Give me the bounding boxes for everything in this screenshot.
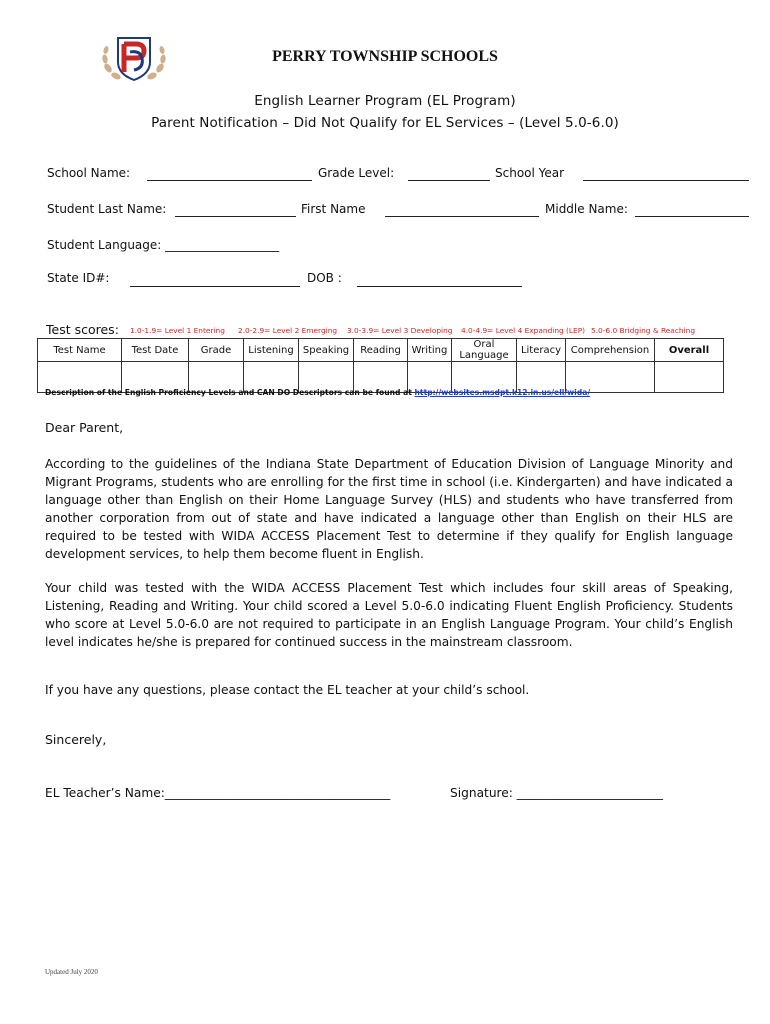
school-year-field[interactable]: [583, 180, 749, 181]
table-cell[interactable]: [655, 362, 724, 393]
description-line: [45, 388, 590, 397]
level-3-legend: 3.0-3.9= Level 3 Developing: [347, 326, 453, 335]
column-header: Grade: [189, 339, 244, 362]
grade-level-label: Grade Level:: [318, 166, 395, 180]
column-header: Test Name: [38, 339, 122, 362]
column-header: Literacy: [517, 339, 566, 362]
dob-field[interactable]: [357, 286, 522, 287]
paragraph-guidelines: According to the guidelines of the Indiana State Department of Education Division of Language Minority and Migrant Programs, students who are enrolling for the first time in school (i.e. Kindergarten) and have indicated a language other than English on their Home Language Survey (HLS) and students who have transferred from another corporation from out of state and have indicated a language other than English on their HLS are required to be tested with WIDA ACCESS Placement Test to determine if they qualify for English language development services, to help them become fluent in English.: [45, 457, 733, 561]
level-5-legend: 5.0-6.0 Bridging & Reaching: [591, 326, 696, 335]
state-id-field[interactable]: [130, 286, 300, 287]
description-text: Description of the English Proficiency Levels and CAN DO Descriptors can be found at: [45, 388, 412, 397]
student-language-field[interactable]: Student Language: ___________________: [47, 238, 280, 252]
school-name-label: School Name:: [47, 166, 131, 180]
school-system-title: PERRY TOWNSHIP SCHOOLS: [272, 48, 498, 65]
level-2-legend: 2.0-2.9= Level 2 Emerging: [238, 326, 338, 335]
column-header: Reading: [354, 339, 408, 362]
column-header: Speaking: [299, 339, 354, 362]
state-id-label: State ID#:: [47, 271, 110, 285]
column-header: Comprehension: [566, 339, 655, 362]
column-header: Writing: [408, 339, 452, 362]
student-last-name-field[interactable]: [175, 216, 296, 217]
school-year-label: School Year: [495, 166, 565, 180]
column-header: Oral Language: [452, 339, 517, 362]
first-name-field[interactable]: [385, 216, 539, 217]
wida-link[interactable]: http://websites.msdpt.k12.in.us/ell/wida/: [414, 388, 591, 397]
column-header: Listening: [244, 339, 299, 362]
paragraph-questions: If you have any questions, please contact the EL teacher at your child’s school.: [45, 683, 530, 697]
closing: Sincerely,: [45, 732, 107, 747]
signature-field[interactable]: Signature: ________________________: [450, 786, 664, 800]
first-name-label: First Name: [301, 202, 366, 216]
dob-label: DOB :: [307, 271, 342, 285]
updated-date: Updated July 2020: [45, 968, 98, 976]
level-4-legend: 4.0-4.9= Level 4 Expanding (LEP): [461, 326, 586, 335]
student-last-name-label: Student Last Name:: [47, 202, 167, 216]
column-header: Test Date: [122, 339, 189, 362]
teacher-name-field[interactable]: EL Teacher’s Name:_____________________________________: [45, 786, 391, 800]
greeting: Dear Parent,: [45, 420, 124, 435]
program-title: English Learner Program (EL Program): [254, 93, 516, 109]
middle-name-field[interactable]: [635, 216, 749, 217]
school-name-field[interactable]: [147, 180, 312, 181]
paragraph-results: Your child was tested with the WIDA ACCESS Placement Test which includes four skill areas of Speaking, Listening, Reading and Writing. Your child scored a Level 5.0-6.0 indicating Fluent English Proficiency. Students who score at Level 5.0-6.0 are not required to participate in an English Language Program. Your child’s English level indicates he/she is prepared for continued success in the mainstream classroom.: [45, 581, 733, 649]
test-scores-table: [37, 338, 724, 393]
grade-level-field[interactable]: [408, 180, 490, 181]
table-header-row: [38, 339, 724, 362]
level-1-legend: 1.0-1.9= Level 1 Entering: [130, 326, 225, 335]
test-scores-title: Test scores:: [46, 322, 119, 337]
notice-title: Parent Notification – Did Not Qualify for EL Services – (Level 5.0-6.0): [151, 115, 619, 131]
column-header-overall: Overall: [655, 339, 724, 362]
middle-name-label: Middle Name:: [545, 202, 628, 216]
